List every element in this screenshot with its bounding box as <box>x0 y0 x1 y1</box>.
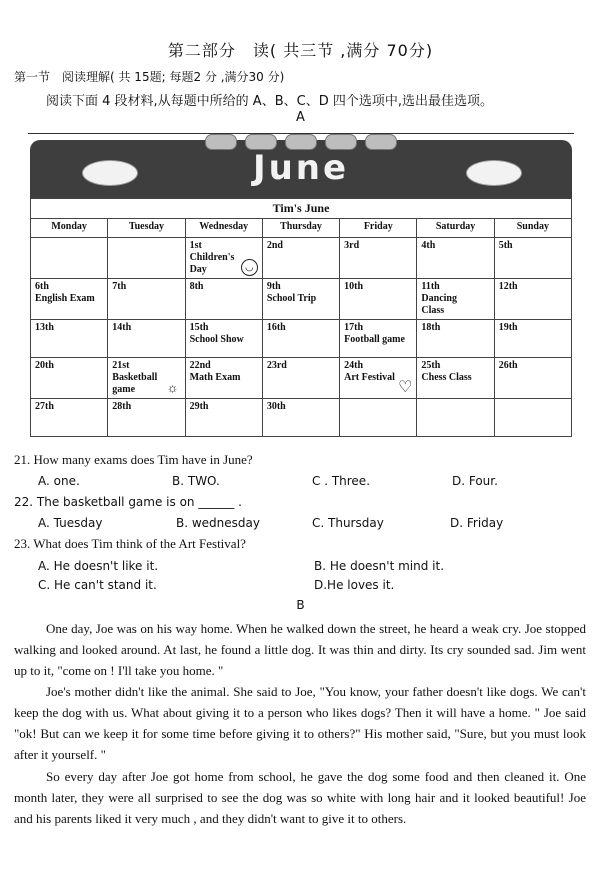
calendar-cell <box>31 279 108 320</box>
calendar-cell <box>494 358 571 399</box>
calendar-cell-text: 29th <box>189 401 209 412</box>
option-21b: B. TWO. <box>172 474 220 488</box>
question-21: 21. How many exams does Tim have in June? <box>14 452 253 467</box>
part-title: 第二部分 读( 共三节 ,满分 70分) <box>167 41 434 60</box>
calendar-grid <box>30 198 572 437</box>
calendar-cell-text: 14th <box>112 322 132 333</box>
option-21c: C . Three. <box>312 474 371 488</box>
calendar-cell <box>108 238 185 279</box>
passage-paragraph: So every day after Joe got home from school, he gave the dog some food and then cleaned it. One month later, they were all surprised to see the dog was so white with long hair and it looked beautiful! Joe and his parents liked it very much , and they didn't want to give it to others. <box>14 769 586 826</box>
option-23d: D.He loves it. <box>314 578 395 592</box>
option-23b: B. He doesn't mind it. <box>314 559 445 573</box>
option-22a: A. Tuesday <box>38 516 103 530</box>
calendar-cell <box>340 320 417 358</box>
calendar-cell <box>417 358 494 399</box>
calendar-cell-text: 21st Basketball game <box>112 360 158 395</box>
option-22d: D. Friday <box>450 516 504 530</box>
calendar-caption: Tim's June <box>30 198 572 218</box>
passage-paragraph: One day, Joe was on his way home. When he walked down the street, he heard a weak cry. Joe stopped walking and looked around. At last, he found a little dog. It was thin and dirty. Its cry sounded sad. Jim went up to it, "come on ! I'll take you home. " <box>14 621 586 678</box>
day-header: Wednesday <box>185 219 262 238</box>
option-23c: C. He can't stand it. <box>38 578 157 592</box>
calendar-cell-text: 24th Art Festival <box>344 360 395 383</box>
calendar-cell-text: 22nd Math Exam <box>189 360 241 383</box>
day-header: Monday <box>31 219 108 238</box>
calendar-cell-text: 30th <box>266 401 286 412</box>
calendar-cell-text: 17th Football game <box>344 322 405 345</box>
calendar-cell <box>417 279 494 320</box>
calendar-cell <box>340 399 417 437</box>
calendar-cell <box>494 279 571 320</box>
calendar-cell <box>31 238 108 279</box>
day-header: Tuesday <box>108 219 185 238</box>
calendar-cell-text: 6th English Exam <box>35 281 95 304</box>
calendar-cell <box>185 358 262 399</box>
calendar-cell-text: 18th <box>421 322 441 333</box>
heart-icon: ♡ <box>398 379 413 396</box>
calendar-cell-text: 27th <box>35 401 54 412</box>
calendar-cell-text: 10th <box>344 281 364 292</box>
question-23: 23. What does Tim think of the Art Festival? <box>14 536 246 551</box>
calendar-cell-text: 3rd <box>344 240 360 251</box>
calendar-cell <box>31 399 108 437</box>
calendar-cell <box>108 320 185 358</box>
calendar-cell <box>262 238 339 279</box>
calendar-cell <box>340 279 417 320</box>
calendar-cell-text: 12th <box>498 281 518 292</box>
calendar-cell <box>494 399 571 437</box>
calendar-cell-text: 1st Children's Day <box>189 240 235 275</box>
calendar-cell <box>494 238 571 279</box>
calendar-cell <box>185 238 262 279</box>
sun-icon: ☼ <box>166 380 179 395</box>
calendar-cell-text: 11th Dancing Class <box>421 281 457 316</box>
calendar-cell-text: 4th <box>421 240 436 251</box>
calendar-cell <box>417 399 494 437</box>
calendar-cell-text: 8th <box>189 281 204 292</box>
section-heading: 第一节 阅读理解( 共 15题; 每题2 分 ,满分30 分) <box>14 70 285 84</box>
calendar-cell-text: 26th <box>498 360 518 371</box>
calendar-cell <box>185 399 262 437</box>
calendar-cell <box>262 358 339 399</box>
calendar-cell <box>340 238 417 279</box>
calendar-cell-text: 9th School Trip <box>266 281 317 304</box>
calendar-month: June <box>252 148 350 188</box>
calendar-cell-text: 16th <box>266 322 286 333</box>
calendar-cell <box>417 238 494 279</box>
calendar-cell-text: 25th Chess Class <box>421 360 472 383</box>
instruction: 阅读下面 4 段材料,从每题中所给的 A、B、C、D 四个选项中,选出最佳选项。 <box>46 94 493 109</box>
calendar-cell-text: 5th <box>498 240 513 251</box>
passage-label-a: A <box>296 110 305 125</box>
calendar-cell-text: 7th <box>112 281 127 292</box>
calendar-cell <box>262 320 339 358</box>
smiley-icon: ◡ <box>241 259 258 276</box>
calendar-cell <box>262 399 339 437</box>
day-header: Sunday <box>494 219 571 238</box>
day-header: Thursday <box>262 219 339 238</box>
passage-paragraph: Joe's mother didn't like the animal. She said to Joe, "You know, your father doesn't like dogs. We can't keep the dog with us. What about giving it to a person who likes dogs? Then it will have a home. " Joe said "ok! But can we keep it for some time before giving it to others?" His mother said, "Sure, but you must look after it yourself. " <box>14 684 586 762</box>
calendar-cell <box>31 320 108 358</box>
calendar-cell-text: 23rd <box>266 360 287 371</box>
calendar-header <box>30 140 572 198</box>
calendar-cell <box>108 279 185 320</box>
calendar-cell <box>108 399 185 437</box>
calendar-cell-text: 19th <box>498 322 518 333</box>
calendar-cell <box>108 358 185 399</box>
calendar-cell <box>262 279 339 320</box>
calendar-cell-text: 28th <box>112 401 132 412</box>
option-21a: A. one. <box>38 474 80 488</box>
option-22c: C. Thursday <box>312 516 384 530</box>
calendar-cell <box>340 358 417 399</box>
question-22: 22. The basketball game is on ______ . <box>14 495 242 509</box>
day-header: Saturday <box>417 219 494 238</box>
calendar-cell-text: 13th <box>35 322 54 333</box>
calendar-cell-text: 2nd <box>266 240 283 251</box>
calendar-cell <box>185 320 262 358</box>
option-23a: A. He doesn't like it. <box>38 559 159 573</box>
june-calendar <box>30 140 572 440</box>
day-header: Friday <box>340 219 417 238</box>
option-22b: B. wednesday <box>176 516 260 530</box>
option-21d: D. Four. <box>452 474 498 488</box>
calendar-cell <box>31 358 108 399</box>
passage-label-b: B <box>296 598 305 612</box>
calendar-cell-text: 20th <box>35 360 54 371</box>
calendar-cell <box>494 320 571 358</box>
calendar-cell <box>185 279 262 320</box>
calendar-cell-text: 15th School Show <box>189 322 244 345</box>
calendar-cell <box>417 320 494 358</box>
